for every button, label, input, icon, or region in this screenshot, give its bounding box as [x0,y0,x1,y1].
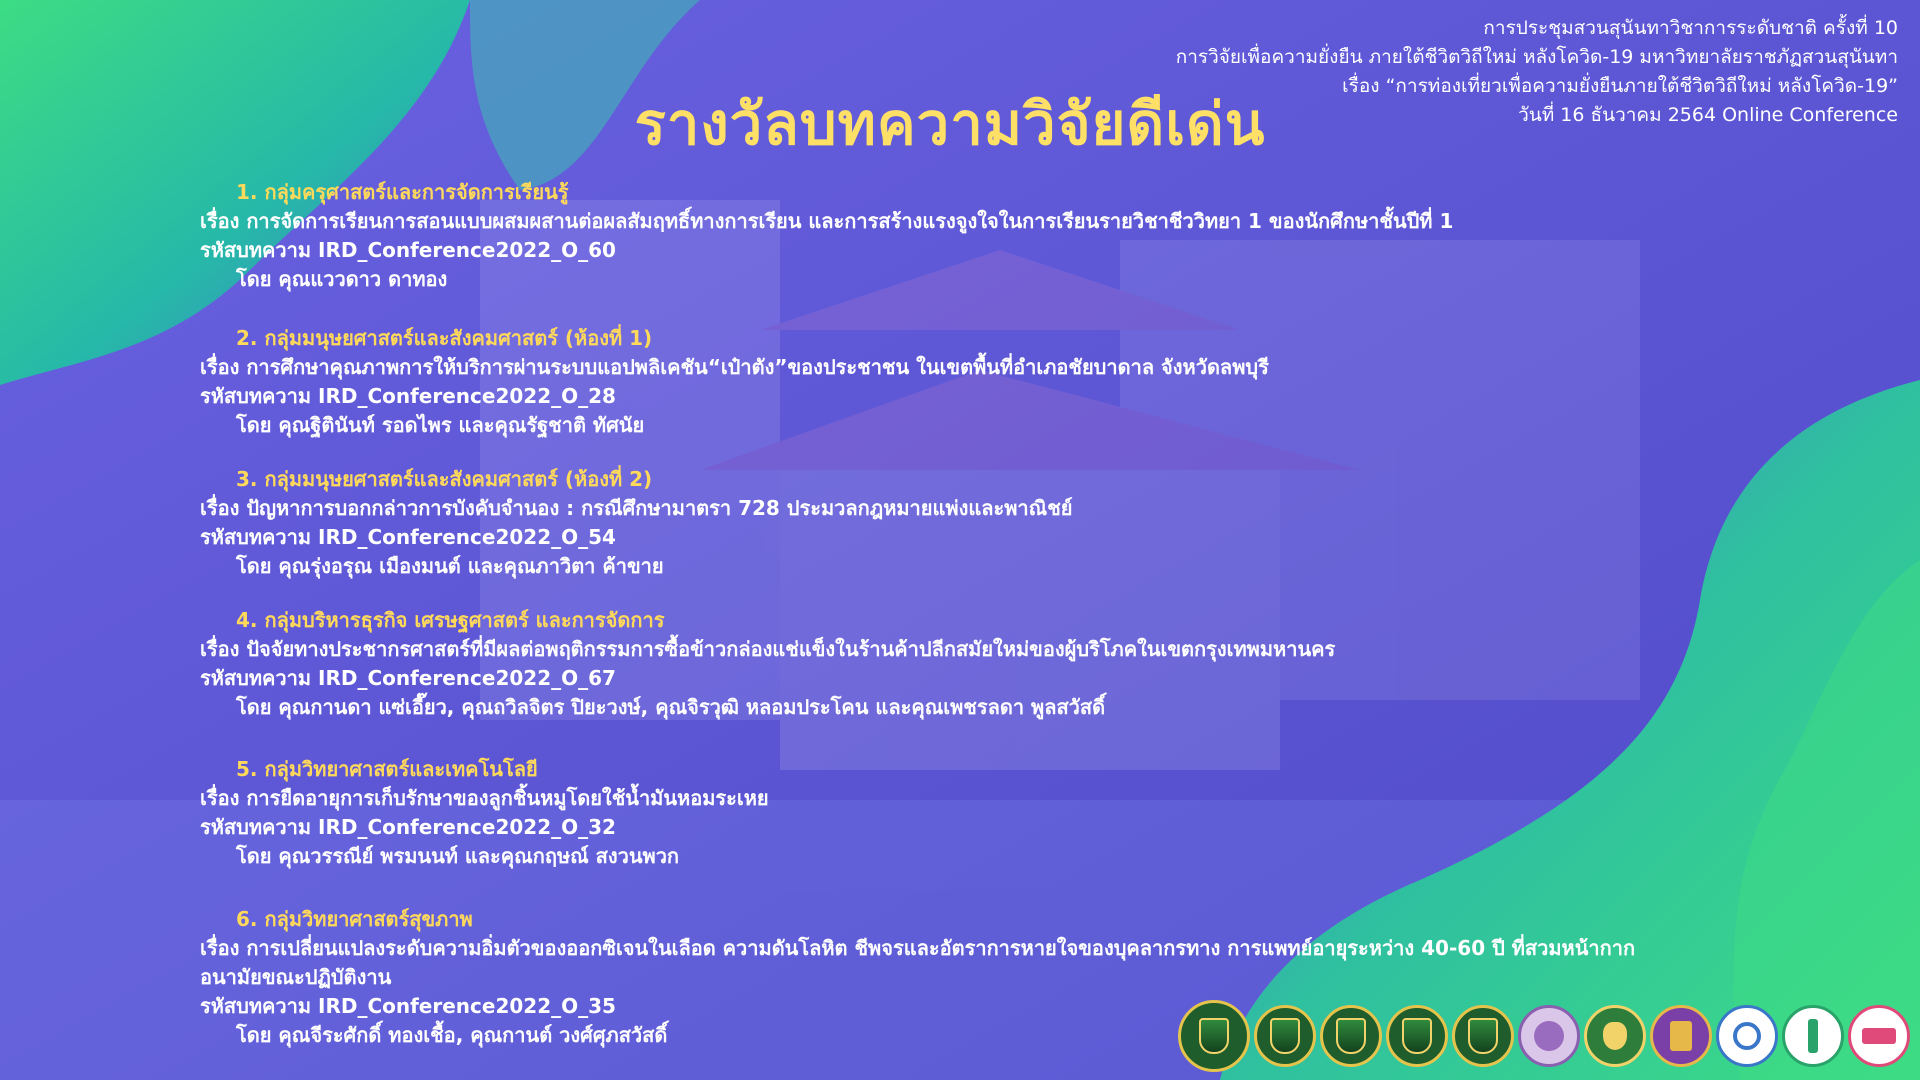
nrct-emblem-icon [1716,1005,1778,1067]
elephant-emblem-icon [1518,1005,1580,1067]
university-seal-icon [1452,1005,1514,1067]
university-emblem-icon [1584,1005,1646,1067]
award-code: รหัสบทความ IRD_Conference2022_O_54 [200,525,616,549]
conference-date: วันที่ 16 ธันวาคม 2564 Online Conference [1518,104,1898,126]
award-author: โดย คุณกานดา แซ่เอี๊ยว, คุณถวิลจิตร ปิยะวงษ์, คุณจิรวุฒิ หลอมประโคน และคุณเพชรลดา พูลสวัสดิ์ [236,695,1106,719]
award-author: โดย คุณแววดาว ดาทอง [236,267,448,291]
association-logo-icon [1848,1005,1910,1067]
award-category: 6. กลุ่มวิทยาศาสตร์สุขภาพ [236,907,473,931]
award-code: รหัสบทความ IRD_Conference2022_O_28 [200,384,616,408]
award-category: 1. กลุ่มครุศาสตร์และการจัดการเรียนรู้ [236,180,569,204]
conference-topic: เรื่อง “การท่องเที่ยวเพื่อความยั่งยืนภายใต้ชีวิตวิถีใหม่ หลังโควิด-19” [1342,75,1898,97]
award-item-4 [0,606,1640,722]
award-item-3 [0,465,1640,581]
award-topic: เรื่อง การจัดการเรียนการสอนแบบผสมผสานต่อผลสัมฤทธิ์ทางการเรียน และการสร้างแรงจูงใจในการเรียนรายวิชาชีววิทยา 1 ของนักศึกษาชั้นปีที่ 1 [200,209,1454,233]
page-title: รางวัลบทความวิจัยดีเด่น [634,90,1266,158]
award-item-2 [0,324,1640,440]
award-topic: เรื่อง การศึกษาคุณภาพการให้บริการผ่านระบบแอปพลิเคชัน“เป๋าตัง”ของประชาชน ในเขตพื้นที่อำเภอชัยบาดาล จังหวัดลพบุรี [200,355,1269,379]
award-category: 2. กลุ่มมนุษยศาสตร์และสังคมศาสตร์ (ห้องที่ 1) [236,326,653,350]
award-code: รหัสบทความ IRD_Conference2022_O_60 [200,238,616,262]
university-seal-icon [1178,1000,1250,1072]
flame-emblem-icon [1650,1005,1712,1067]
award-topic: เรื่อง ปัจจัยทางประชากรศาสตร์ที่มีผลต่อพฤติกรรมการซื้อข้าวกล่องแช่แข็งในร้านค้าปลีกสมัยใหม่ของผู้บริโภคในเขตกรุงเทพมหานคร [200,637,1336,661]
university-seal-icon [1320,1005,1382,1067]
award-code: รหัสบทความ IRD_Conference2022_O_35 [200,994,616,1018]
partner-logos [1178,1000,1910,1072]
award-author: โดย คุณจีระศักดิ์ ทองเชื้อ, คุณกานต์ วงศ์ศุภสวัสดิ์ [236,1023,668,1047]
university-seal-icon [1254,1005,1316,1067]
award-author: โดย คุณฐิตินันท์ รอดไพร และคุณรัฐชาติ ทัศนัย [236,413,645,437]
university-seal-icon [1386,1005,1448,1067]
award-author: โดย คุณวรรณีย์ พรมนนท์ และคุณกฤษณ์ สงวนพวก [236,844,680,868]
award-code: รหัสบทความ IRD_Conference2022_O_32 [200,815,616,839]
conference-name: การประชุมสวนสุนันทาวิชาการระดับชาติ ครั้งที่ 10 [1483,17,1898,39]
award-topic: เรื่อง การยืดอายุการเก็บรักษาของลูกชิ้นหมูโดยใช้น้ำมันหอมระเหย [200,786,769,810]
award-category: 5. กลุ่มวิทยาศาสตร์และเทคโนโลยี [236,757,538,781]
award-item-1 [0,178,1640,294]
award-topic: เรื่อง ปัญหาการบอกกล่าวการบังคับจำนอง : กรณีศึกษามาตรา 728 ประมวลกฎหมายแพ่งและพาณิชย์ [200,496,1073,520]
award-category: 3. กลุ่มมนุษยศาสตร์และสังคมศาสตร์ (ห้องที่ 2) [236,467,653,491]
award-category: 4. กลุ่มบริหารธุรกิจ เศรษฐศาสตร์ และการจัดการ [236,608,665,632]
award-topic: เรื่อง การเปลี่ยนแปลงระดับความอิ่มตัวของออกซิเจนในเลือด ความดันโลหิต ชีพจรและอัตราการหายใจของบุคลากรทาง การแพทย์อายุระหว่าง 40-60 ปี ที่สวมหน้ากากอนามัยขณะปฏิบัติงาน [200,936,1636,989]
award-author: โดย คุณรุ่งอรุณ เมืองมนต์ และคุณภาวิตา ค้าขาย [236,554,664,578]
caduceus-emblem-icon [1782,1005,1844,1067]
award-item-5 [0,755,1640,871]
conference-theme: การวิจัยเพื่อความยั่งยืน ภายใต้ชีวิตวิถีใหม่ หลังโควิด-19 มหาวิทยาลัยราชภัฏสวนสุนันทา [1175,46,1898,68]
award-code: รหัสบทความ IRD_Conference2022_O_67 [200,666,616,690]
